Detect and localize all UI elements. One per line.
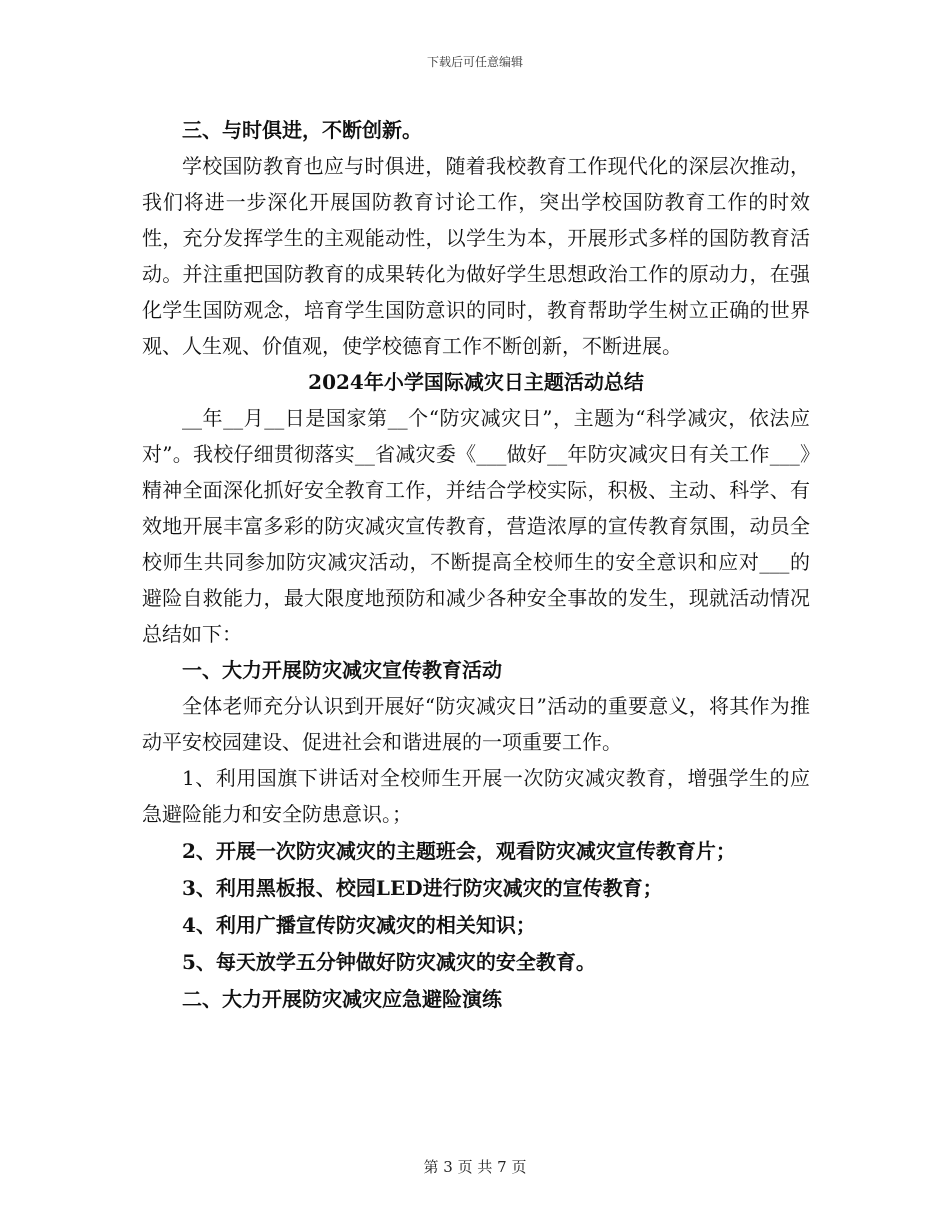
list-item-4: 4、利用广播宣传防灾减灾的相关知识； — [182, 913, 536, 937]
part-2-heading: 二、大力开展防灾减灾应急避险演练 — [182, 987, 502, 1011]
part-1-heading: 一、大力开展防灾减灾宣传教育活动 — [182, 658, 502, 682]
list-item-2: 2、开展一次防灾减灾的主题班会，观看防灾减灾宣传教育片； — [182, 839, 736, 863]
document-body — [142, 112, 810, 1017]
list-item-1: 1、利用国旗下讲话对全校师生开展一次防灾减灾教育，增强学生的应急避险能力和安全防患意识。； — [142, 766, 810, 826]
section-3-paragraph: 学校国防教育也应与时俱进，随着我校教育工作现代化的深层次推动，我们将进一步深化开展国防教育讨论工作，突出学校国防教育工作的时效性，充分发挥学生的主观能动性，以学生为本，开展形式多样的国防教育活动。并注重把国防教育的成果转化为做好学生思想政治工作的原动力，在强化学生国防观念，培育学生国防意识的同时，教育帮助学生树立正确的世界观、人生观、价值观，使学校德育工作不断创新，不断进展。 — [142, 154, 810, 358]
document-title: 2024年小学国际减灾日主题活动总结 — [308, 370, 644, 394]
section-heading-3: 三、与时俱进，不断创新。 — [182, 118, 422, 142]
list-item-3: 3、利用黑板报、校园LED进行防灾减灾的宣传教育； — [182, 876, 663, 900]
page-footer: 第 3 页 共 7 页 — [423, 1158, 527, 1176]
part-1-paragraph: 全体老师充分认识到开展好“防灾减灾日”活动的重要意义，将其作为推动平安校园建设、促进社会和谐进展的一项重要工作。 — [142, 694, 810, 754]
intro-paragraph: __年__月__日是国家第__个“防灾减灾日”，主题为“科学减灾，依法应对”。我校仔细贯彻落实__省减灾委《___做好__年防灾减灾日有关工作___》精神全面深化抓好安全教育工作，并结合学校实际，积极、主动、科学、有效地开展丰富多彩的防灾减灾宣传教育，营造浓厚的宣传教育氛围，动员全校师生共同参加防灾减灾活动，不断提高全校师生的安全意识和应对___的避险自救能力，最大限度地预防和减少各种安全事故的发生，现就活动情况总结如下： — [142, 406, 810, 646]
list-item-5: 5、每天放学五分钟做好防灾减灾的安全教育。 — [182, 950, 596, 974]
page-header: 下载后可任意编辑 — [426, 55, 523, 69]
